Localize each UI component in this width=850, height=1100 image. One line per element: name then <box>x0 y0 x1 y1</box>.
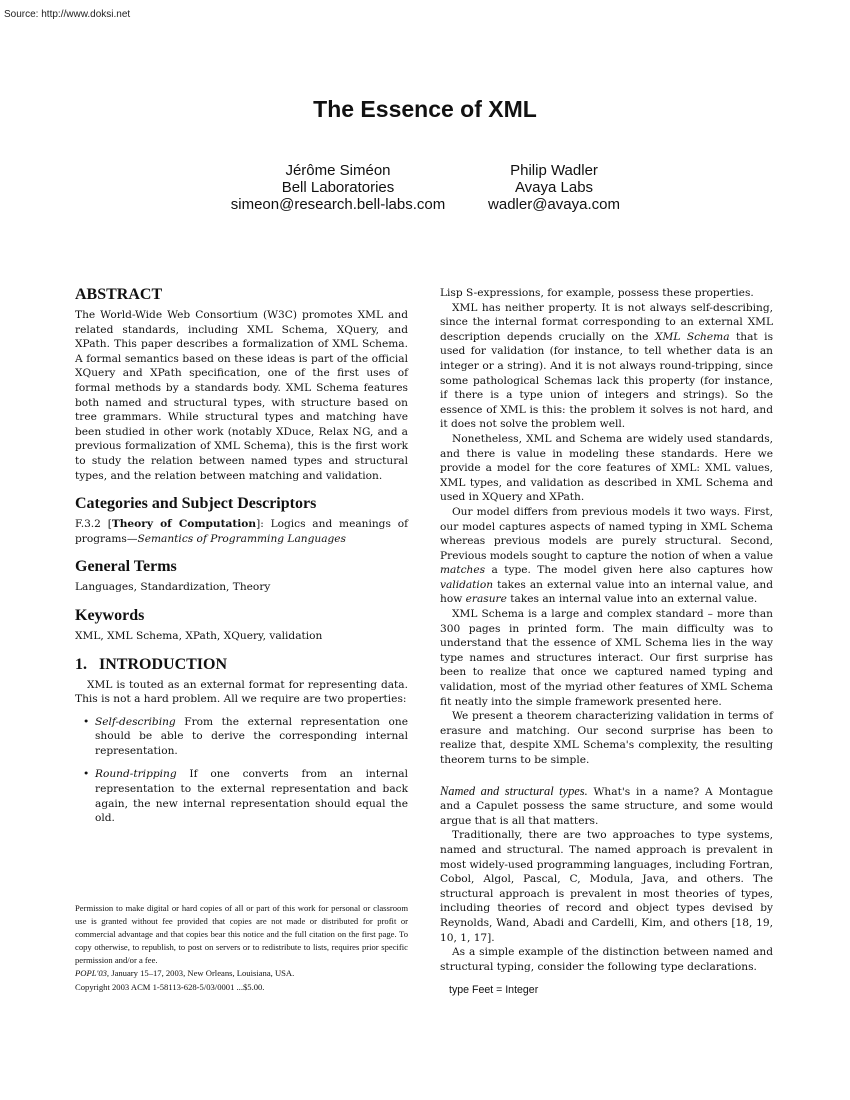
paragraph: Lisp S-expressions, for example, possess these properties. <box>440 287 754 299</box>
paragraph: As a simple example of the distinction between named and structural typing, consider the following type declarations. <box>440 946 773 973</box>
general-terms-heading: General Terms <box>75 558 177 576</box>
runin-heading: Named and structural types. <box>440 783 588 798</box>
author-email: wadler@avaya.com <box>488 196 620 213</box>
paragraph: XML Schema is a large and complex standard – more than 300 pages in printed form. The main difficulty was to understand that the essence of XML Schema lies in the way type names and structures interact. Our first surprise has been to realize that once we captured named typing and validation, most of the myriad other features of XML Schema fit neatly into the simple framework presented here. <box>440 608 773 708</box>
property-list <box>75 715 408 826</box>
paragraph: Traditionally, there are two approaches to type systems, named and structural. The named approach is prevalent in most widely-used programming languages, including Fortran, Cobol, Algol, Pascal, C, Modula, Java, and others. The structural approach is prevalent in most theories of types, including theories of record and object types devised by Reynolds, Wand, Abadi and Cardelli, Kim, and others [18, 19, 10, 1, 17]. <box>440 829 773 944</box>
intro-heading: 1. INTRODUCTION <box>75 655 228 673</box>
paragraph: Named and structural types. What's in a name? A Montague and a Capulet possess the same structure, and some would argue that is all that matters. <box>440 783 773 827</box>
author-name: Jérôme Siméon <box>285 162 391 179</box>
paragraph: XML has neither property. It is not always self-describing, since the internal format corresponding to an external XML description depends crucially on the XML Schema that is used for validation (for instance, to tell whether data is an integer or a string). And it is not always round-tripping, since some pathological Schemas lack this property (for instance, if there is a type union of integers and strings). So the essence of XML is this: the problem it solves is not hard, and it does not solve the problem well. <box>440 301 774 431</box>
left-column <box>75 286 408 835</box>
author-name: Philip Wadler <box>510 162 598 179</box>
paragraph: Our model differs from previous models it two ways. First, our model captures aspects of named typing in XML Schema whereas previous models are purely structural. Second, Previous models sought to capture the notion of when a value matches a type. The model given here also captures how validation takes an external value into an internal value, and how erasure takes an internal value into an external value. <box>440 505 773 606</box>
keywords-heading: Keywords <box>75 606 145 624</box>
categories-text: F.3.2 [Theory of Computation]: Logics and meanings of programs—Semantics of Programming Languages <box>75 518 408 545</box>
abstract-heading: ABSTRACT <box>75 286 163 303</box>
author-1 <box>218 162 458 213</box>
author-2 <box>474 162 634 213</box>
author-email: simeon@research.bell-labs.com <box>230 196 446 213</box>
paper-title: The Essence of XML <box>313 96 537 122</box>
source-url: Source: http://www.doksi.net <box>4 9 131 20</box>
code-line: type Feet = Integer <box>449 984 539 997</box>
permission-notice: Permission to make digital or hard copies of all or part of this work for personal or classroom use is granted without fee provided that copies are not made or distributed for profit or commercial advantage and that copies bear this notice and the full citation on the first page. To copy otherwise, to republish, to post on servers or to redistribute to lists, requires prior specific permission and/or a fee. POPL'03, January 15–17, 2003, New Orleans, Louisiana, USA. Copyright 2003 ACM 1-58113-628-5/03/0001 ...$5.00. <box>75 903 408 992</box>
paragraph: We present a theorem characterizing validation in terms of erasure and matching. Our second surprise has been to realize that, despite XML Schema's complexity, the resulting theorem turns to be simple. <box>440 710 773 766</box>
categories-heading: Categories and Subject Descriptors <box>75 495 317 513</box>
right-column <box>440 286 773 996</box>
keywords-text: XML, XML Schema, XPath, XQuery, validation <box>75 629 323 642</box>
general-terms-text: Languages, Standardization, Theory <box>75 581 271 594</box>
intro-paragraph: XML is touted as an external format for representing data. This is not a hard problem. All we require are two properties: <box>75 678 408 706</box>
list-item: • Round-tripping If one converts from an internal representation to the external representation and back again, the new internal representation should equal the old. <box>83 768 408 825</box>
author-affiliation: Avaya Labs <box>514 179 594 196</box>
author-affiliation: Bell Laboratories <box>281 179 395 196</box>
paragraph: Nonetheless, XML and Schema are widely used standards, and there is value in modeling these standards. Here we provide a model for the core features of XML: XML values, XML types, and validation as described in XML Schema and used in XQuery and XPath. <box>440 432 773 504</box>
list-item: • Self-describing From the external representation one should be able to derive the corresponding internal representation. <box>83 715 408 757</box>
abstract-text: The World-Wide Web Consortium (W3C) promotes XML and related standards, including XML Schema, XQuery, and XPath. This paper describes a formalization of XML Schema. A formal semantics based on these ideas is part of the official XQuery and XPath specification, one of the first uses of formal methods by a standards body. XML Schema features both named and structural types, with structure based on tree grammars. While structural types and matching have been studied in other work (notably XDuce, Relax NG, and a previous formalization of XML Schema), this is the first work to study the relation between named types and structural types, and the relation between matching and validation. <box>75 309 408 482</box>
